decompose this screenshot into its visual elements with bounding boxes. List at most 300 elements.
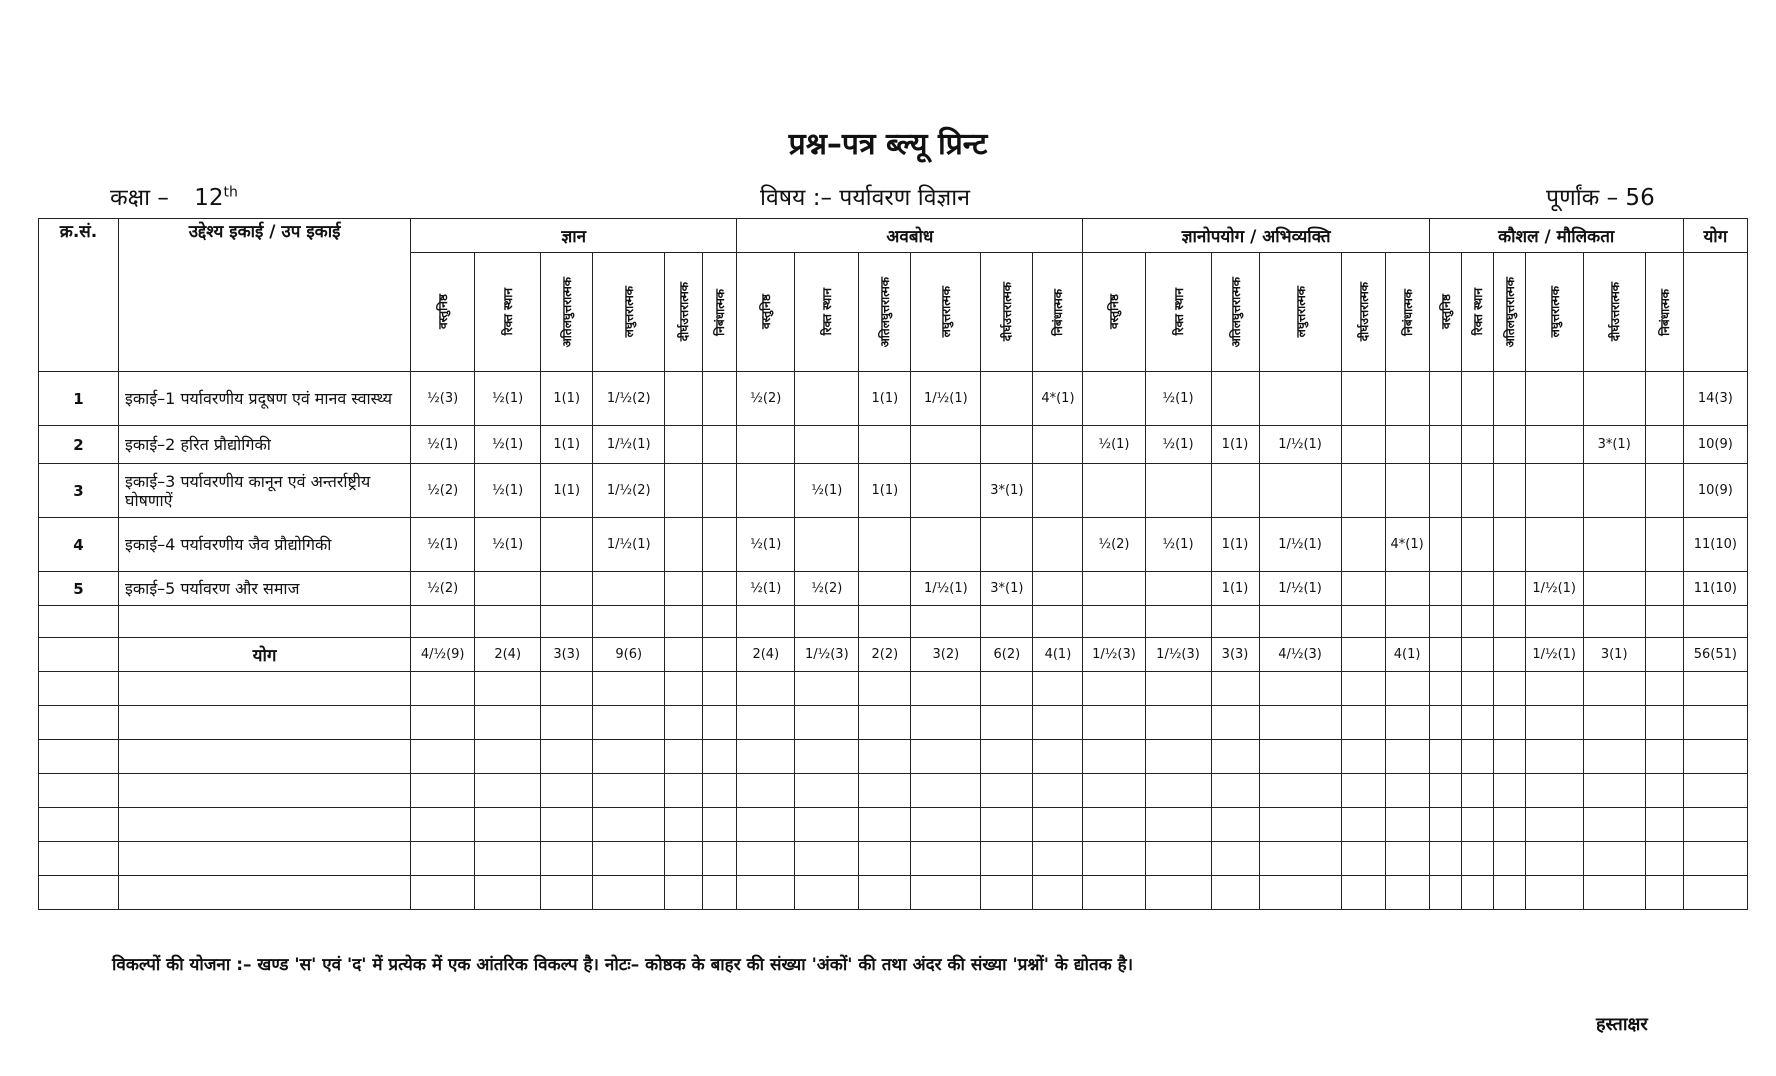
empty-cell xyxy=(39,706,119,740)
empty-cell xyxy=(39,672,119,706)
group-header: अवबोध xyxy=(737,219,1083,253)
type-header xyxy=(911,253,981,372)
table-cell xyxy=(703,426,737,464)
empty-cell xyxy=(1385,876,1429,910)
table-cell: 4*(1) xyxy=(1033,372,1083,426)
type-label: दीर्घउत्तरात्मक xyxy=(1356,282,1371,342)
empty-cell xyxy=(703,774,737,808)
empty-cell xyxy=(119,808,411,842)
empty-cell xyxy=(1341,808,1385,842)
class-value: 12 xyxy=(194,185,224,211)
table-cell xyxy=(1493,572,1525,606)
row-unit: इकाई–1 पर्यावरणीय प्रदूषण एवं मानव स्वास्थ्य xyxy=(119,372,411,426)
table-cell: 3*(1) xyxy=(981,572,1033,606)
total-cell: 1/½(3) xyxy=(1145,638,1211,672)
table-cell: ½(1) xyxy=(475,426,541,464)
empty-cell xyxy=(737,876,795,910)
empty-cell xyxy=(665,740,703,774)
table-cell: ½(1) xyxy=(475,464,541,518)
table-cell: ½(1) xyxy=(795,464,859,518)
row-unit: इकाई–2 हरित प्रौद्योगिकी xyxy=(119,426,411,464)
type-label: दीर्घउत्तरात्मक xyxy=(677,282,692,342)
empty-cell xyxy=(703,842,737,876)
empty-cell xyxy=(859,606,911,638)
empty-cell xyxy=(1145,606,1211,638)
table-cell xyxy=(1033,426,1083,464)
empty-cell xyxy=(665,774,703,808)
table-cell: 1(1) xyxy=(859,464,911,518)
table-cell: 1(1) xyxy=(1211,426,1259,464)
type-label: लघुत्तरात्मक xyxy=(1293,286,1308,338)
empty-cell xyxy=(1645,706,1683,740)
empty-cell xyxy=(981,774,1033,808)
empty-cell xyxy=(411,842,475,876)
empty-cell xyxy=(39,774,119,808)
unit-header: उद्देश्य इकाई / उप इकाई xyxy=(119,219,411,372)
table-cell: ½(2) xyxy=(411,572,475,606)
total-cell: 1/½(1) xyxy=(1525,638,1583,672)
header-row-groups xyxy=(39,219,1748,253)
type-header xyxy=(1083,253,1145,372)
total-cell: 56(51) xyxy=(1683,638,1747,672)
table-cell xyxy=(1493,464,1525,518)
empty-cell xyxy=(411,672,475,706)
empty-cell xyxy=(665,808,703,842)
empty-cell xyxy=(1583,740,1645,774)
table-cell xyxy=(1461,572,1493,606)
total-cell xyxy=(665,638,703,672)
table-cell xyxy=(1429,572,1461,606)
empty-cell xyxy=(475,842,541,876)
empty-cell xyxy=(1259,876,1341,910)
type-label: वस्तुनिष्ठ xyxy=(1107,294,1122,330)
table-cell xyxy=(981,518,1033,572)
table-cell xyxy=(703,572,737,606)
row-serial: 5 xyxy=(39,572,119,606)
empty-cell xyxy=(1683,774,1747,808)
empty-cell xyxy=(1583,808,1645,842)
total-cell: 3(3) xyxy=(541,638,593,672)
table-cell xyxy=(1259,372,1341,426)
empty-cell xyxy=(1683,606,1747,638)
table-cell xyxy=(1583,372,1645,426)
table-cell: 10(9) xyxy=(1683,426,1747,464)
table-cell xyxy=(665,426,703,464)
empty-cell xyxy=(119,740,411,774)
empty-cell xyxy=(1145,842,1211,876)
table-cell xyxy=(1259,464,1341,518)
table-cell xyxy=(1341,518,1385,572)
empty-cell xyxy=(1083,740,1145,774)
table-cell: ½(1) xyxy=(411,518,475,572)
table-cell xyxy=(1385,426,1429,464)
empty-cell xyxy=(1645,606,1683,638)
table-cell xyxy=(1583,518,1645,572)
empty-cell xyxy=(1259,672,1341,706)
blank-row xyxy=(39,842,1748,876)
empty-cell xyxy=(411,808,475,842)
empty-cell xyxy=(1429,606,1461,638)
empty-cell xyxy=(1033,808,1083,842)
table-row xyxy=(39,464,1748,518)
empty-cell xyxy=(1385,774,1429,808)
empty-cell xyxy=(665,876,703,910)
type-label: अतिलघुत्तरात्मक xyxy=(1502,276,1517,348)
empty-cell xyxy=(737,672,795,706)
empty-cell xyxy=(1525,672,1583,706)
empty-cell xyxy=(1385,842,1429,876)
empty-cell xyxy=(1683,842,1747,876)
type-header xyxy=(593,253,665,372)
class-label: कक्षा – xyxy=(110,185,169,211)
table-cell xyxy=(1341,572,1385,606)
empty-cell xyxy=(119,706,411,740)
empty-cell xyxy=(981,672,1033,706)
type-header xyxy=(1583,253,1645,372)
subject-label: विषय :– पर्यावरण विज्ञान xyxy=(760,185,970,211)
empty-cell xyxy=(859,842,911,876)
page-title: प्रश्न–पत्र ब्ल्यू प्रिन्ट xyxy=(788,127,988,162)
empty-cell xyxy=(859,808,911,842)
empty-cell xyxy=(703,672,737,706)
empty-cell xyxy=(981,842,1033,876)
table-cell xyxy=(1645,372,1683,426)
empty-cell xyxy=(1429,876,1461,910)
type-header xyxy=(1145,253,1211,372)
table-cell xyxy=(1385,464,1429,518)
empty-cell xyxy=(665,606,703,638)
table-cell xyxy=(981,372,1033,426)
empty-cell xyxy=(737,606,795,638)
empty-cell xyxy=(795,706,859,740)
table-cell xyxy=(1493,518,1525,572)
empty-cell xyxy=(593,808,665,842)
total-cell: 4(1) xyxy=(1033,638,1083,672)
empty-cell xyxy=(1145,808,1211,842)
total-cell: 4(1) xyxy=(1385,638,1429,672)
empty-cell xyxy=(1385,706,1429,740)
empty-cell xyxy=(1493,706,1525,740)
empty-cell xyxy=(1493,808,1525,842)
empty-cell xyxy=(795,876,859,910)
empty-cell xyxy=(1493,774,1525,808)
table-cell xyxy=(1145,464,1211,518)
table-cell: 1(1) xyxy=(1211,518,1259,572)
table-cell: ½(2) xyxy=(411,464,475,518)
empty-cell xyxy=(475,706,541,740)
empty-cell xyxy=(1461,740,1493,774)
empty-cell xyxy=(119,842,411,876)
table-cell xyxy=(795,372,859,426)
table-cell: ½(3) xyxy=(411,372,475,426)
table-cell xyxy=(1341,372,1385,426)
empty-cell xyxy=(859,672,911,706)
total-cell: 3(1) xyxy=(1583,638,1645,672)
table-cell xyxy=(1341,464,1385,518)
group-header: ज्ञानोपयोग / अभिव्यक्ति xyxy=(1083,219,1429,253)
empty-cell xyxy=(1211,606,1259,638)
empty-cell xyxy=(1083,808,1145,842)
table-cell xyxy=(1145,572,1211,606)
total-cell: 2(4) xyxy=(475,638,541,672)
type-header xyxy=(795,253,859,372)
type-label: रिक्त स्थान xyxy=(1470,288,1485,336)
type-header xyxy=(541,253,593,372)
table-cell: 1/½(1) xyxy=(911,372,981,426)
empty-cell xyxy=(39,842,119,876)
table-cell: ½(1) xyxy=(1145,372,1211,426)
empty-cell xyxy=(1461,876,1493,910)
table-cell: ½(1) xyxy=(1145,518,1211,572)
empty-cell xyxy=(981,808,1033,842)
empty-cell xyxy=(1525,740,1583,774)
table-cell xyxy=(1211,464,1259,518)
empty-cell xyxy=(1385,606,1429,638)
empty-cell xyxy=(1385,808,1429,842)
table-cell xyxy=(1461,372,1493,426)
total-cell: 4/½(3) xyxy=(1259,638,1341,672)
type-header xyxy=(1211,253,1259,372)
empty-cell xyxy=(981,606,1033,638)
empty-cell xyxy=(795,808,859,842)
empty-cell xyxy=(1683,808,1747,842)
total-cell: 4/½(9) xyxy=(411,638,475,672)
empty-cell xyxy=(475,808,541,842)
table-cell: 1(1) xyxy=(541,426,593,464)
total-cell: 1/½(3) xyxy=(795,638,859,672)
type-header xyxy=(859,253,911,372)
empty-cell xyxy=(1145,672,1211,706)
empty-cell xyxy=(1083,706,1145,740)
empty-cell xyxy=(911,808,981,842)
empty-cell xyxy=(859,876,911,910)
type-header xyxy=(411,253,475,372)
empty-cell xyxy=(1461,808,1493,842)
table-cell: 11(10) xyxy=(1683,518,1747,572)
empty-cell xyxy=(1429,672,1461,706)
table-row xyxy=(39,372,1748,426)
empty-cell xyxy=(475,876,541,910)
empty-cell xyxy=(1211,706,1259,740)
table-cell xyxy=(665,572,703,606)
empty-cell xyxy=(593,672,665,706)
table-cell xyxy=(1645,518,1683,572)
type-label: अतिलघुत्तरात्मक xyxy=(560,276,575,348)
empty-cell xyxy=(119,774,411,808)
empty-cell xyxy=(1429,842,1461,876)
empty-cell xyxy=(1211,774,1259,808)
type-label: निबंधात्मक xyxy=(1051,288,1066,336)
empty-cell xyxy=(1525,842,1583,876)
table-cell: ½(1) xyxy=(475,518,541,572)
table-cell xyxy=(859,426,911,464)
type-header xyxy=(1461,253,1493,372)
empty-cell xyxy=(39,808,119,842)
empty-cell xyxy=(1583,706,1645,740)
row-serial: 4 xyxy=(39,518,119,572)
empty-cell xyxy=(1683,876,1747,910)
table-cell xyxy=(1525,518,1583,572)
type-label: लघुत्तरात्मक xyxy=(622,286,637,338)
empty-cell xyxy=(1429,808,1461,842)
table-cell xyxy=(1645,464,1683,518)
empty-cell xyxy=(411,774,475,808)
table-cell xyxy=(1429,372,1461,426)
table-cell: ½(1) xyxy=(737,572,795,606)
empty-cell xyxy=(411,606,475,638)
total-cell xyxy=(1341,638,1385,672)
empty-cell xyxy=(1429,774,1461,808)
empty-cell xyxy=(911,842,981,876)
empty-cell xyxy=(737,774,795,808)
table-cell: 1/½(1) xyxy=(1259,572,1341,606)
empty-cell xyxy=(795,774,859,808)
blank-row xyxy=(39,876,1748,910)
empty-cell xyxy=(1145,774,1211,808)
total-cell: 9(6) xyxy=(593,638,665,672)
empty-cell xyxy=(119,672,411,706)
table-cell xyxy=(1461,464,1493,518)
type-label: दीर्घउत्तरात्मक xyxy=(1607,282,1622,342)
empty-cell xyxy=(1083,672,1145,706)
table-cell xyxy=(1429,426,1461,464)
group-header: ज्ञान xyxy=(411,219,737,253)
type-label: वस्तुनिष्ठ xyxy=(1438,294,1453,330)
table-cell xyxy=(665,518,703,572)
empty-cell xyxy=(1429,706,1461,740)
empty-cell xyxy=(541,774,593,808)
empty-cell xyxy=(39,876,119,910)
table-cell xyxy=(911,518,981,572)
table-cell: 10(9) xyxy=(1683,464,1747,518)
empty-cell xyxy=(703,606,737,638)
empty-cell xyxy=(737,842,795,876)
type-header xyxy=(737,253,795,372)
empty-cell xyxy=(1341,606,1385,638)
empty-cell xyxy=(1259,606,1341,638)
empty-cell xyxy=(1211,740,1259,774)
empty-cell xyxy=(411,876,475,910)
empty-cell xyxy=(859,774,911,808)
table-row xyxy=(39,518,1748,572)
total-cell: 2(4) xyxy=(737,638,795,672)
empty-cell xyxy=(1083,842,1145,876)
empty-cell xyxy=(541,842,593,876)
empty-cell xyxy=(1033,606,1083,638)
table-row xyxy=(39,572,1748,606)
table-cell: 4*(1) xyxy=(1385,518,1429,572)
type-header xyxy=(1645,253,1683,372)
empty-cell xyxy=(1493,876,1525,910)
empty-cell xyxy=(593,876,665,910)
empty-cell xyxy=(1429,740,1461,774)
empty-cell xyxy=(795,606,859,638)
empty-cell xyxy=(1259,842,1341,876)
empty-cell xyxy=(1259,808,1341,842)
empty-cell xyxy=(1033,774,1083,808)
empty-cell xyxy=(1145,706,1211,740)
type-label: निबंधात्मक xyxy=(713,288,728,336)
total-cell: 1/½(3) xyxy=(1083,638,1145,672)
empty-cell xyxy=(665,706,703,740)
empty-cell xyxy=(703,808,737,842)
table-cell xyxy=(541,518,593,572)
table-cell xyxy=(541,572,593,606)
table-cell: 1(1) xyxy=(541,372,593,426)
blueprint-table xyxy=(38,218,1748,910)
empty-cell xyxy=(795,672,859,706)
empty-cell xyxy=(1461,606,1493,638)
type-header xyxy=(665,253,703,372)
total-cell: 3(3) xyxy=(1211,638,1259,672)
total-header: योग xyxy=(1683,219,1747,253)
total-cell: 3(2) xyxy=(911,638,981,672)
empty-cell xyxy=(1525,876,1583,910)
empty-cell xyxy=(665,672,703,706)
table-cell xyxy=(1033,572,1083,606)
table-cell xyxy=(475,572,541,606)
empty-cell xyxy=(795,740,859,774)
empty-cell xyxy=(1583,606,1645,638)
empty-cell xyxy=(593,606,665,638)
empty-cell xyxy=(1341,774,1385,808)
empty-cell xyxy=(1461,774,1493,808)
empty-cell xyxy=(703,740,737,774)
type-label: रिक्त स्थान xyxy=(501,288,516,336)
empty-cell xyxy=(39,740,119,774)
table-cell: ½(1) xyxy=(1083,426,1145,464)
type-label: रिक्त स्थान xyxy=(820,288,835,336)
type-label: रिक्त स्थान xyxy=(1171,288,1186,336)
empty-cell xyxy=(593,740,665,774)
empty-cell xyxy=(1525,774,1583,808)
empty-cell xyxy=(911,774,981,808)
table-cell xyxy=(911,426,981,464)
table-cell xyxy=(593,572,665,606)
empty-cell xyxy=(1385,740,1429,774)
table-cell: 3*(1) xyxy=(1583,426,1645,464)
row-serial: 3 xyxy=(39,464,119,518)
empty-cell xyxy=(1033,740,1083,774)
empty-cell xyxy=(541,672,593,706)
signature-label: हस्ताक्षर xyxy=(1596,1014,1648,1035)
type-label: वस्तुनिष्ठ xyxy=(759,294,774,330)
empty-cell xyxy=(1645,876,1683,910)
table-cell xyxy=(1525,426,1583,464)
type-header xyxy=(1259,253,1341,372)
total-cell: 2(2) xyxy=(859,638,911,672)
type-label: वस्तुनिष्ठ xyxy=(436,294,451,330)
empty-cell xyxy=(1493,672,1525,706)
empty-cell xyxy=(1145,740,1211,774)
footer-note: विकल्पों की योजना :– खण्ड 'स' एवं 'द' में प्रत्येक में एक आंतरिक विकल्प है। नोटः– कोष्ठक के बाहर की संख्या 'अंकों' की तथा अंदर की संख्या 'प्रश्नों' के द्योतक है। xyxy=(112,955,1134,975)
table-cell xyxy=(1525,464,1583,518)
empty-cell xyxy=(39,606,119,638)
class-sup: th xyxy=(223,184,238,201)
blank-row xyxy=(39,808,1748,842)
blank-row xyxy=(39,740,1748,774)
empty-cell xyxy=(911,876,981,910)
empty-cell xyxy=(1033,672,1083,706)
empty-cell xyxy=(1083,876,1145,910)
table-cell xyxy=(981,426,1033,464)
empty-cell xyxy=(119,876,411,910)
table-cell xyxy=(1645,572,1683,606)
type-label: निबंधात्मक xyxy=(1657,288,1672,336)
table-cell: 1/½(1) xyxy=(1525,572,1583,606)
table-cell xyxy=(1525,372,1583,426)
empty-cell xyxy=(475,606,541,638)
